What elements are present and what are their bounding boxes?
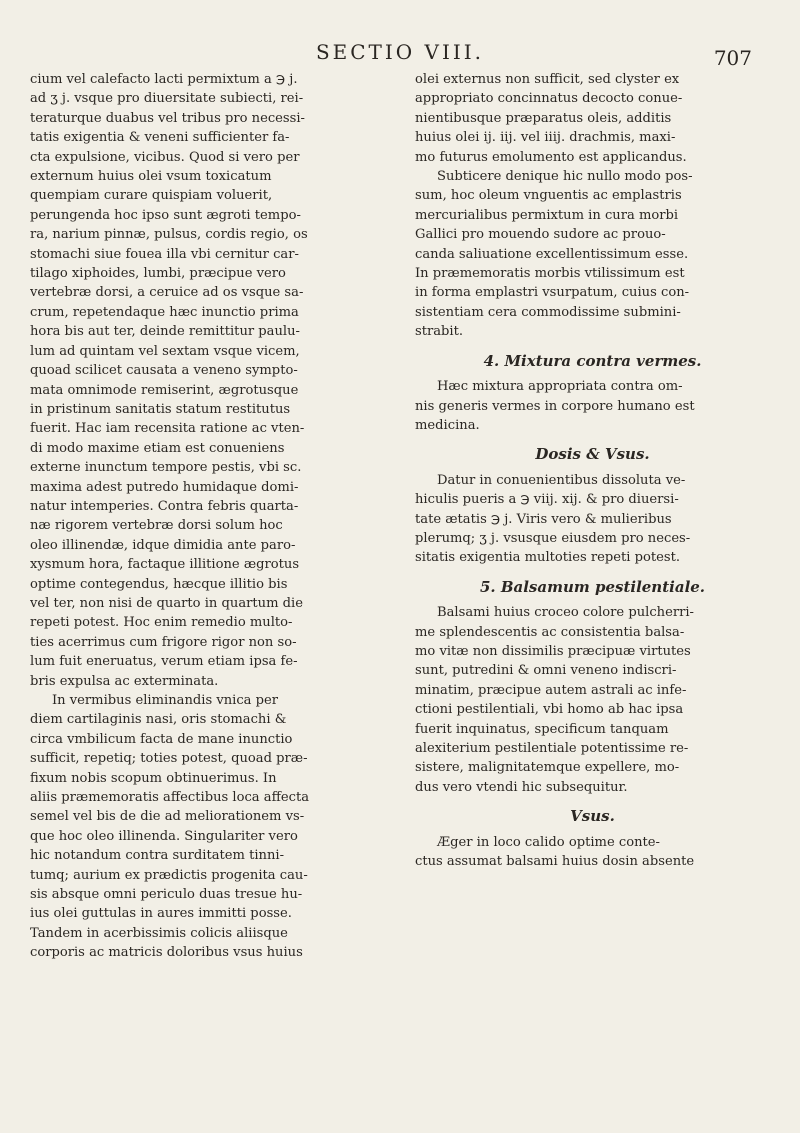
text-line: mata omnimode remiserint, ægrotusque [30,382,299,398]
text-line: minatim, præcipue autem astrali ac infe- [415,682,687,698]
running-head: SECTIO VIII. [315,40,485,64]
text-line: in forma emplastri vsurpatum, cuius con- [415,285,690,301]
heading-mixtura: 4. Mixtura contra vermes. [483,351,702,370]
text-line: cium vel calefacto lacti permixtum a ℈ j. [30,72,298,87]
text-line: In præmemoratis morbis vtilissimum est [415,266,685,282]
text-line: ties acerrimus cum frigore rigor non so- [30,634,297,650]
text-line: tate ætatis ℈ j. Viris vero & mulieribus [415,511,672,527]
text-line: natur intemperies. Contra febris quarta- [30,498,299,514]
text-line: hiculis pueris a ℈ viij. xij. & pro diuersi- [415,492,679,508]
text-line: vertebræ dorsi, a ceruice ad os vsque sa- [30,285,304,301]
text-line: ctus assumat balsami huius dosin absente [415,854,695,870]
text-line: bris expulsa ac exterminata. [30,673,219,689]
text-line: Tandem in acerbissimis colicis aliisque [30,925,288,941]
text-line: Subticere denique hic nullo modo pos- [437,169,693,185]
section-balsamum [415,603,770,797]
section-vsus [415,833,770,872]
text-line: optime contegendus, hæcque illitio bis [30,576,288,592]
left-column [30,70,378,963]
text-line: in pristinum sanitatis statum restitutus [30,401,291,417]
text-line: ad ʒ j. vsque pro diuersitate subiecti, rei- [30,91,304,107]
text-line: tatis exigentia & veneni sufficienter fa- [30,130,290,146]
text-line: semel vel bis de die ad meliorationem vs- [30,809,305,825]
text-line: maxima adest putredo humidaque domi- [30,479,299,495]
text-line: strabit. [415,324,464,340]
text-line: oleo illinendæ, idque dimidia ante paro- [30,537,296,553]
text-line: olei externus non sufficit, sed clyster ex [415,72,680,87]
text-line: corporis ac matricis doloribus vsus huius [30,945,303,961]
section-mixtura [415,377,770,435]
text-line: Gallici pro mouendo sudore ac prouo- [415,227,666,243]
text-line: Æger in loco calido optime conte- [437,834,660,850]
text-line: Balsami huius croceo colore pulcherri- [437,605,694,621]
text-line: In vermibus eliminandis vnica per [52,693,279,708]
text-line: mo futurus emolumento est applicandus. [415,149,687,165]
right-intro [415,70,770,342]
text-line: quoad scilicet causata a veneno sympto- [30,363,298,379]
text-line: appropriato concinnatus decocto conue- [415,91,683,107]
text-line: nis generis vermes in corpore humano est [415,398,695,414]
text-line: di modo maxime etiam est conueniens [30,440,285,456]
text-line: lum fuit eneruatus, verum etiam ipsa fe- [30,654,298,670]
text-line: que hoc oleo illinenda. Singulariter vero [30,828,298,844]
text-line: teraturque duabus vel tribus pro necessi- [30,110,305,126]
text-line: sunt, putredini & omni veneno indiscri- [415,663,677,679]
text-line: hic notandum contra surditatem tinni- [30,848,285,864]
text-line: mercurialibus permixtum in cura morbi [415,207,679,223]
text-line: tumq; aurium ex prædictis progenita cau- [30,867,308,883]
text-line: næ rigorem vertebræ dorsi solum hoc [30,518,283,534]
text-line: ius olei guttulas in aures immitti posse. [30,906,292,922]
text-line: sitatis exigentia multoties repeti potest. [415,550,681,566]
text-line: hora bis aut ter, deinde remittitur paulu- [30,324,300,340]
text-line: lum ad quintam vel sextam vsque vicem, [30,343,300,359]
section-dosis [415,471,770,568]
text-line: externum huius olei vsum toxicatum [30,169,272,185]
text-line: alexiterium pestilentiale potentissime re- [415,741,689,756]
text-line: sum, hoc oleum vnguentis ac emplastris [415,188,682,204]
text-line: perungenda hoc ipso sunt ægroti tempo- [30,207,301,223]
text-line: xysmum hora, factaque illitione ægrotus [30,557,300,573]
text-line: cta expulsione, vicibus. Quod si vero per [30,149,300,165]
text-line: canda saliuatione excellentissimum esse. [415,246,689,262]
text-line: plerumq; ʒ j. vsusque eiusdem pro neces- [415,530,691,546]
text-line: stomachi siue fouea illa vbi cernitur car- [30,246,299,262]
text-line: Hæc mixtura appropriata contra om- [437,379,683,395]
text-line: Datur in conuenientibus dissoluta ve- [437,472,686,488]
text-line: ra, narium pinnæ, pulsus, cordis regio, os [30,227,308,243]
text-line: sufficit, repetiq; toties potest, quoad præ- [30,751,308,767]
text-line: mo vitæ non dissimilis præcipuæ virtutes [415,643,691,659]
text-line: ctioni pestilentiali, vbi homo ab hac ipsa [415,702,684,718]
text-line: medicina. [415,417,480,433]
heading-dosis: Dosis & Vsus. [535,445,650,464]
right-column [415,70,770,871]
text-line: sis absque omni periculo duas tresue hu- [30,887,303,903]
text-line: diem cartilaginis nasi, oris stomachi & [30,712,287,728]
text-line: fixum nobis scopum obtinuerimus. In [30,770,277,786]
text-line: huius olei ij. iij. vel iiij. drachmis, maxi- [415,130,676,146]
text-line: fuerit inquinatus, specificum tanquam [415,721,669,737]
text-line: aliis præmemoratis affectibus loca affecta [30,790,310,806]
text-line: circa vmbilicum facta de mane inunctio [30,731,293,747]
text-line: dus vero vtendi hic subsequitur. [415,779,628,795]
text-line: sistere, malignitatemque expellere, mo- [415,760,680,776]
text-line: me splendescentis ac consistentia balsa- [415,624,685,640]
text-line: crum, repetendaque hæc inunctio prima [30,304,299,320]
heading-balsamum: 5. Balsamum pestilentiale. [479,577,706,596]
text-line: tilago xiphoides, lumbi, præcipue vero [30,266,286,282]
page-number: 707 [713,46,752,70]
text-line: nientibusque præparatus oleis, additis [415,110,672,126]
text-line: quempiam curare quispiam voluerit, [30,188,273,204]
text-line: externe inunctum tempore pestis, vbi sc. [30,460,302,476]
heading-vsus: Vsus. [570,807,615,826]
text-line: repeti potest. Hoc enim remedio multo- [30,615,293,631]
text-line: vel ter, non nisi de quarto in quartum die [30,595,303,611]
text-line: sistentiam cera commodissime submini- [415,304,681,320]
text-line: fuerit. Hac iam recensita ratione ac vten- [30,421,305,437]
